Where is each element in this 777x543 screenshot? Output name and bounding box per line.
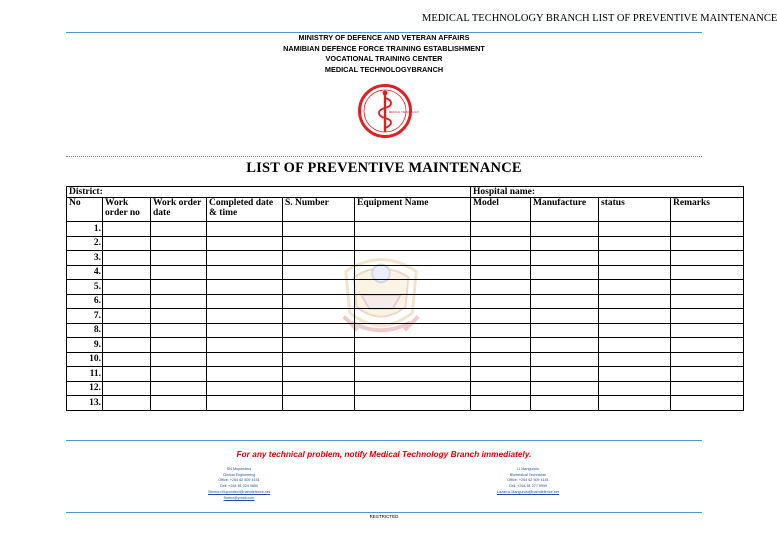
row-number: 9. [67, 338, 103, 353]
table-cell[interactable] [671, 265, 744, 280]
logo-text: MEDICAL TECHNOLOGY [389, 111, 420, 114]
table-cell[interactable] [103, 396, 151, 411]
table-cell[interactable] [671, 222, 744, 237]
organization-block [66, 33, 702, 75]
org-line-branch: MEDICAL TECHNOLOGYBRANCH [324, 64, 444, 74]
table-cell[interactable] [599, 323, 671, 338]
col-header-no: No [67, 198, 103, 222]
table-cell[interactable] [207, 309, 283, 324]
row-number: 12. [67, 381, 103, 396]
table-cell[interactable] [103, 367, 151, 382]
row-number: 2. [67, 236, 103, 251]
table-cell[interactable] [151, 222, 207, 237]
contact-left-office: Office: +264 62 509 4151 [218, 478, 260, 483]
table-cell[interactable] [283, 352, 355, 367]
table-cell[interactable] [283, 381, 355, 396]
table-cell[interactable] [151, 294, 207, 309]
table-cell[interactable] [471, 294, 531, 309]
table-cell[interactable] [531, 338, 599, 353]
table-cell[interactable] [207, 280, 283, 295]
table-cell[interactable] [151, 323, 207, 338]
table-cell[interactable] [355, 280, 471, 295]
table-cell[interactable] [471, 251, 531, 266]
table-cell[interactable] [355, 338, 471, 353]
table-cell[interactable] [151, 381, 207, 396]
row-number: 3. [67, 251, 103, 266]
row-number: 11. [67, 367, 103, 382]
table-cell[interactable] [471, 222, 531, 237]
table-cell[interactable] [151, 265, 207, 280]
table-cell[interactable] [471, 323, 531, 338]
table-cell[interactable] [283, 367, 355, 382]
table-row [67, 222, 744, 237]
row-number: 7. [67, 309, 103, 324]
table-cell[interactable] [599, 265, 671, 280]
table-cell[interactable] [103, 294, 151, 309]
col-header-equipment-name: Equipment Name [355, 198, 471, 222]
table-cell[interactable] [531, 367, 599, 382]
table-cell[interactable] [471, 338, 531, 353]
table-cell[interactable] [151, 236, 207, 251]
col-header-model: Model [471, 198, 531, 222]
table-row [67, 309, 744, 324]
table-cell[interactable] [103, 251, 151, 266]
table-cell[interactable] [207, 265, 283, 280]
contact-left-role: Clinical Engineering [222, 472, 256, 477]
table-row [67, 323, 744, 338]
table-cell[interactable] [599, 222, 671, 237]
table-cell[interactable] [283, 236, 355, 251]
table-cell[interactable] [355, 222, 471, 237]
col-header-completed-date: Completed date & time [207, 198, 283, 222]
table-cell[interactable] [531, 294, 599, 309]
table-cell[interactable] [355, 236, 471, 251]
hospital-name-field[interactable] [471, 187, 744, 198]
table-cell[interactable] [671, 352, 744, 367]
table-cell[interactable] [471, 236, 531, 251]
table-cell[interactable] [599, 381, 671, 396]
column-header-row [67, 198, 744, 222]
table-cell[interactable] [531, 222, 599, 237]
col-header-serial-number: S. Number [283, 198, 355, 222]
table-cell[interactable] [671, 251, 744, 266]
table-cell[interactable] [599, 338, 671, 353]
org-line-ministry: MINISTRY OF DEFENCE AND VETERAN AFFAIRS [298, 33, 470, 42]
table-cell[interactable] [207, 251, 283, 266]
table-cell[interactable] [103, 381, 151, 396]
contact-left-email-link[interactable]: Simeon.Mupondeni@namdefence.net [208, 489, 270, 494]
table-cell[interactable] [671, 396, 744, 411]
table-cell[interactable] [671, 367, 744, 382]
medical-technology-logo [357, 83, 420, 139]
table-cell[interactable] [103, 338, 151, 353]
table-cell[interactable] [599, 251, 671, 266]
table-cell[interactable] [283, 294, 355, 309]
table-cell[interactable] [471, 381, 531, 396]
table-cell[interactable] [531, 265, 599, 280]
table-row [67, 381, 744, 396]
table-cell[interactable] [207, 381, 283, 396]
table-cell[interactable] [151, 309, 207, 324]
contact-left [164, 467, 314, 501]
hospital-label: Hospital name: [473, 187, 536, 197]
table-cell[interactable] [531, 236, 599, 251]
table-cell[interactable] [671, 236, 744, 251]
row-number: 10. [67, 352, 103, 367]
footer-rule [66, 440, 702, 441]
table-cell[interactable] [531, 251, 599, 266]
table-cell[interactable] [471, 265, 531, 280]
location-row [67, 187, 744, 198]
table-cell[interactable] [599, 352, 671, 367]
col-header-status: status [599, 198, 671, 222]
contact-right-name: LI Mangundu [517, 467, 539, 471]
table-cell[interactable] [283, 265, 355, 280]
table-cell[interactable] [207, 236, 283, 251]
col-header-work-order-no: Work order no [103, 198, 151, 222]
contact-left-name: SN Mupondeni [226, 467, 252, 471]
table-cell[interactable] [283, 280, 355, 295]
table-cell[interactable] [103, 236, 151, 251]
table-cell[interactable] [151, 367, 207, 382]
table-cell[interactable] [355, 251, 471, 266]
table-row [67, 280, 744, 295]
table-cell[interactable] [103, 309, 151, 324]
table-cell[interactable] [471, 352, 531, 367]
contact-right-email-link[interactable]: Lazarus.Mangundu@namdefence.net [497, 489, 559, 494]
table-cell[interactable] [283, 396, 355, 411]
table-row [67, 352, 744, 367]
district-label: District: [69, 187, 103, 197]
table-cell[interactable] [531, 280, 599, 295]
table-cell[interactable] [207, 222, 283, 237]
table-row [67, 338, 744, 353]
table-cell[interactable] [355, 381, 471, 396]
col-header-manufacture: Manufacture [531, 198, 599, 222]
table-cell[interactable] [103, 222, 151, 237]
table-cell[interactable] [671, 280, 744, 295]
contact-right-office: Office: +264 62 509 4151 [507, 478, 549, 483]
contact-right-role: Biomedical Technician [509, 472, 547, 477]
table-row [67, 265, 744, 280]
table-cell[interactable] [471, 396, 531, 411]
table-cell[interactable] [355, 396, 471, 411]
table-cell[interactable] [531, 381, 599, 396]
table-cell[interactable] [103, 323, 151, 338]
contact-left-email2-link[interactable]: Smtnz@ymail.com [223, 495, 255, 500]
table-row [67, 294, 744, 309]
table-cell[interactable] [355, 265, 471, 280]
table-cell[interactable] [151, 352, 207, 367]
contact-right [453, 467, 603, 496]
district-field[interactable] [67, 187, 471, 198]
table-cell[interactable] [283, 309, 355, 324]
contact-right-cell: Cell: +264 81 277 9999 [508, 484, 548, 489]
table-cell[interactable] [355, 352, 471, 367]
table-cell[interactable] [355, 309, 471, 324]
table-cell[interactable] [283, 338, 355, 353]
table-cell[interactable] [531, 352, 599, 367]
table-cell[interactable] [103, 280, 151, 295]
table-row [67, 367, 744, 382]
col-header-remarks: Remarks [671, 198, 744, 222]
table-cell[interactable] [671, 323, 744, 338]
table-cell[interactable] [355, 367, 471, 382]
table-cell[interactable] [471, 280, 531, 295]
bottom-rule [66, 512, 702, 513]
table-cell[interactable] [599, 309, 671, 324]
contact-left-cell: Cell: +264 81 324 3850 [219, 484, 259, 489]
table-cell[interactable] [531, 396, 599, 411]
row-number: 13. [67, 396, 103, 411]
table-cell[interactable] [355, 294, 471, 309]
table-row [67, 396, 744, 411]
table-cell[interactable] [103, 352, 151, 367]
table-cell[interactable] [283, 323, 355, 338]
org-line-training-establishment: NAMIBIAN DEFENCE FORCE TRAINING ESTABLISHMENT [283, 43, 485, 53]
row-number: 8. [67, 323, 103, 338]
table-cell[interactable] [151, 251, 207, 266]
table-cell[interactable] [599, 280, 671, 295]
row-number: 5. [67, 280, 103, 295]
table-cell[interactable] [599, 396, 671, 411]
table-cell[interactable] [207, 396, 283, 411]
page-title: LIST OF PREVENTIVE MAINTENANCE [246, 160, 522, 176]
table-cell[interactable] [283, 222, 355, 237]
table-body [67, 222, 744, 411]
table-cell[interactable] [207, 323, 283, 338]
table-cell[interactable] [599, 236, 671, 251]
row-number: 1. [67, 222, 103, 237]
table-cell[interactable] [471, 367, 531, 382]
table-cell[interactable] [151, 280, 207, 295]
table-cell[interactable] [207, 338, 283, 353]
table-cell[interactable] [151, 338, 207, 353]
table-cell[interactable] [671, 309, 744, 324]
table-cell[interactable] [671, 294, 744, 309]
table-row [67, 236, 744, 251]
table-cell[interactable] [207, 352, 283, 367]
table-cell[interactable] [599, 367, 671, 382]
row-number: 4. [67, 265, 103, 280]
table-cell[interactable] [531, 323, 599, 338]
running-header: MEDICAL TECHNOLOGY BRANCH LIST OF PREVENTIVE MAINTENANCE [422, 13, 777, 24]
table-cell[interactable] [471, 309, 531, 324]
table-row [67, 251, 744, 266]
classification-footer: RESTRICTED [369, 514, 399, 519]
table-cell[interactable] [599, 294, 671, 309]
title-rule [66, 156, 702, 157]
table-cell[interactable] [531, 309, 599, 324]
table-cell[interactable] [283, 251, 355, 266]
table-cell[interactable] [207, 367, 283, 382]
table-cell[interactable] [671, 338, 744, 353]
table-cell[interactable] [207, 294, 283, 309]
table-cell[interactable] [103, 265, 151, 280]
table-cell[interactable] [671, 381, 744, 396]
table-cell[interactable] [151, 396, 207, 411]
maintenance-table [66, 186, 744, 411]
col-header-work-order-date: Work order date [151, 198, 207, 222]
technical-notice: For any technical problem, notify Medical Technology Branch immediately. [236, 449, 532, 459]
table-cell[interactable] [355, 323, 471, 338]
org-line-vocational-center: VOCATIONAL TRAINING CENTER [325, 54, 443, 64]
row-number: 6. [67, 294, 103, 309]
